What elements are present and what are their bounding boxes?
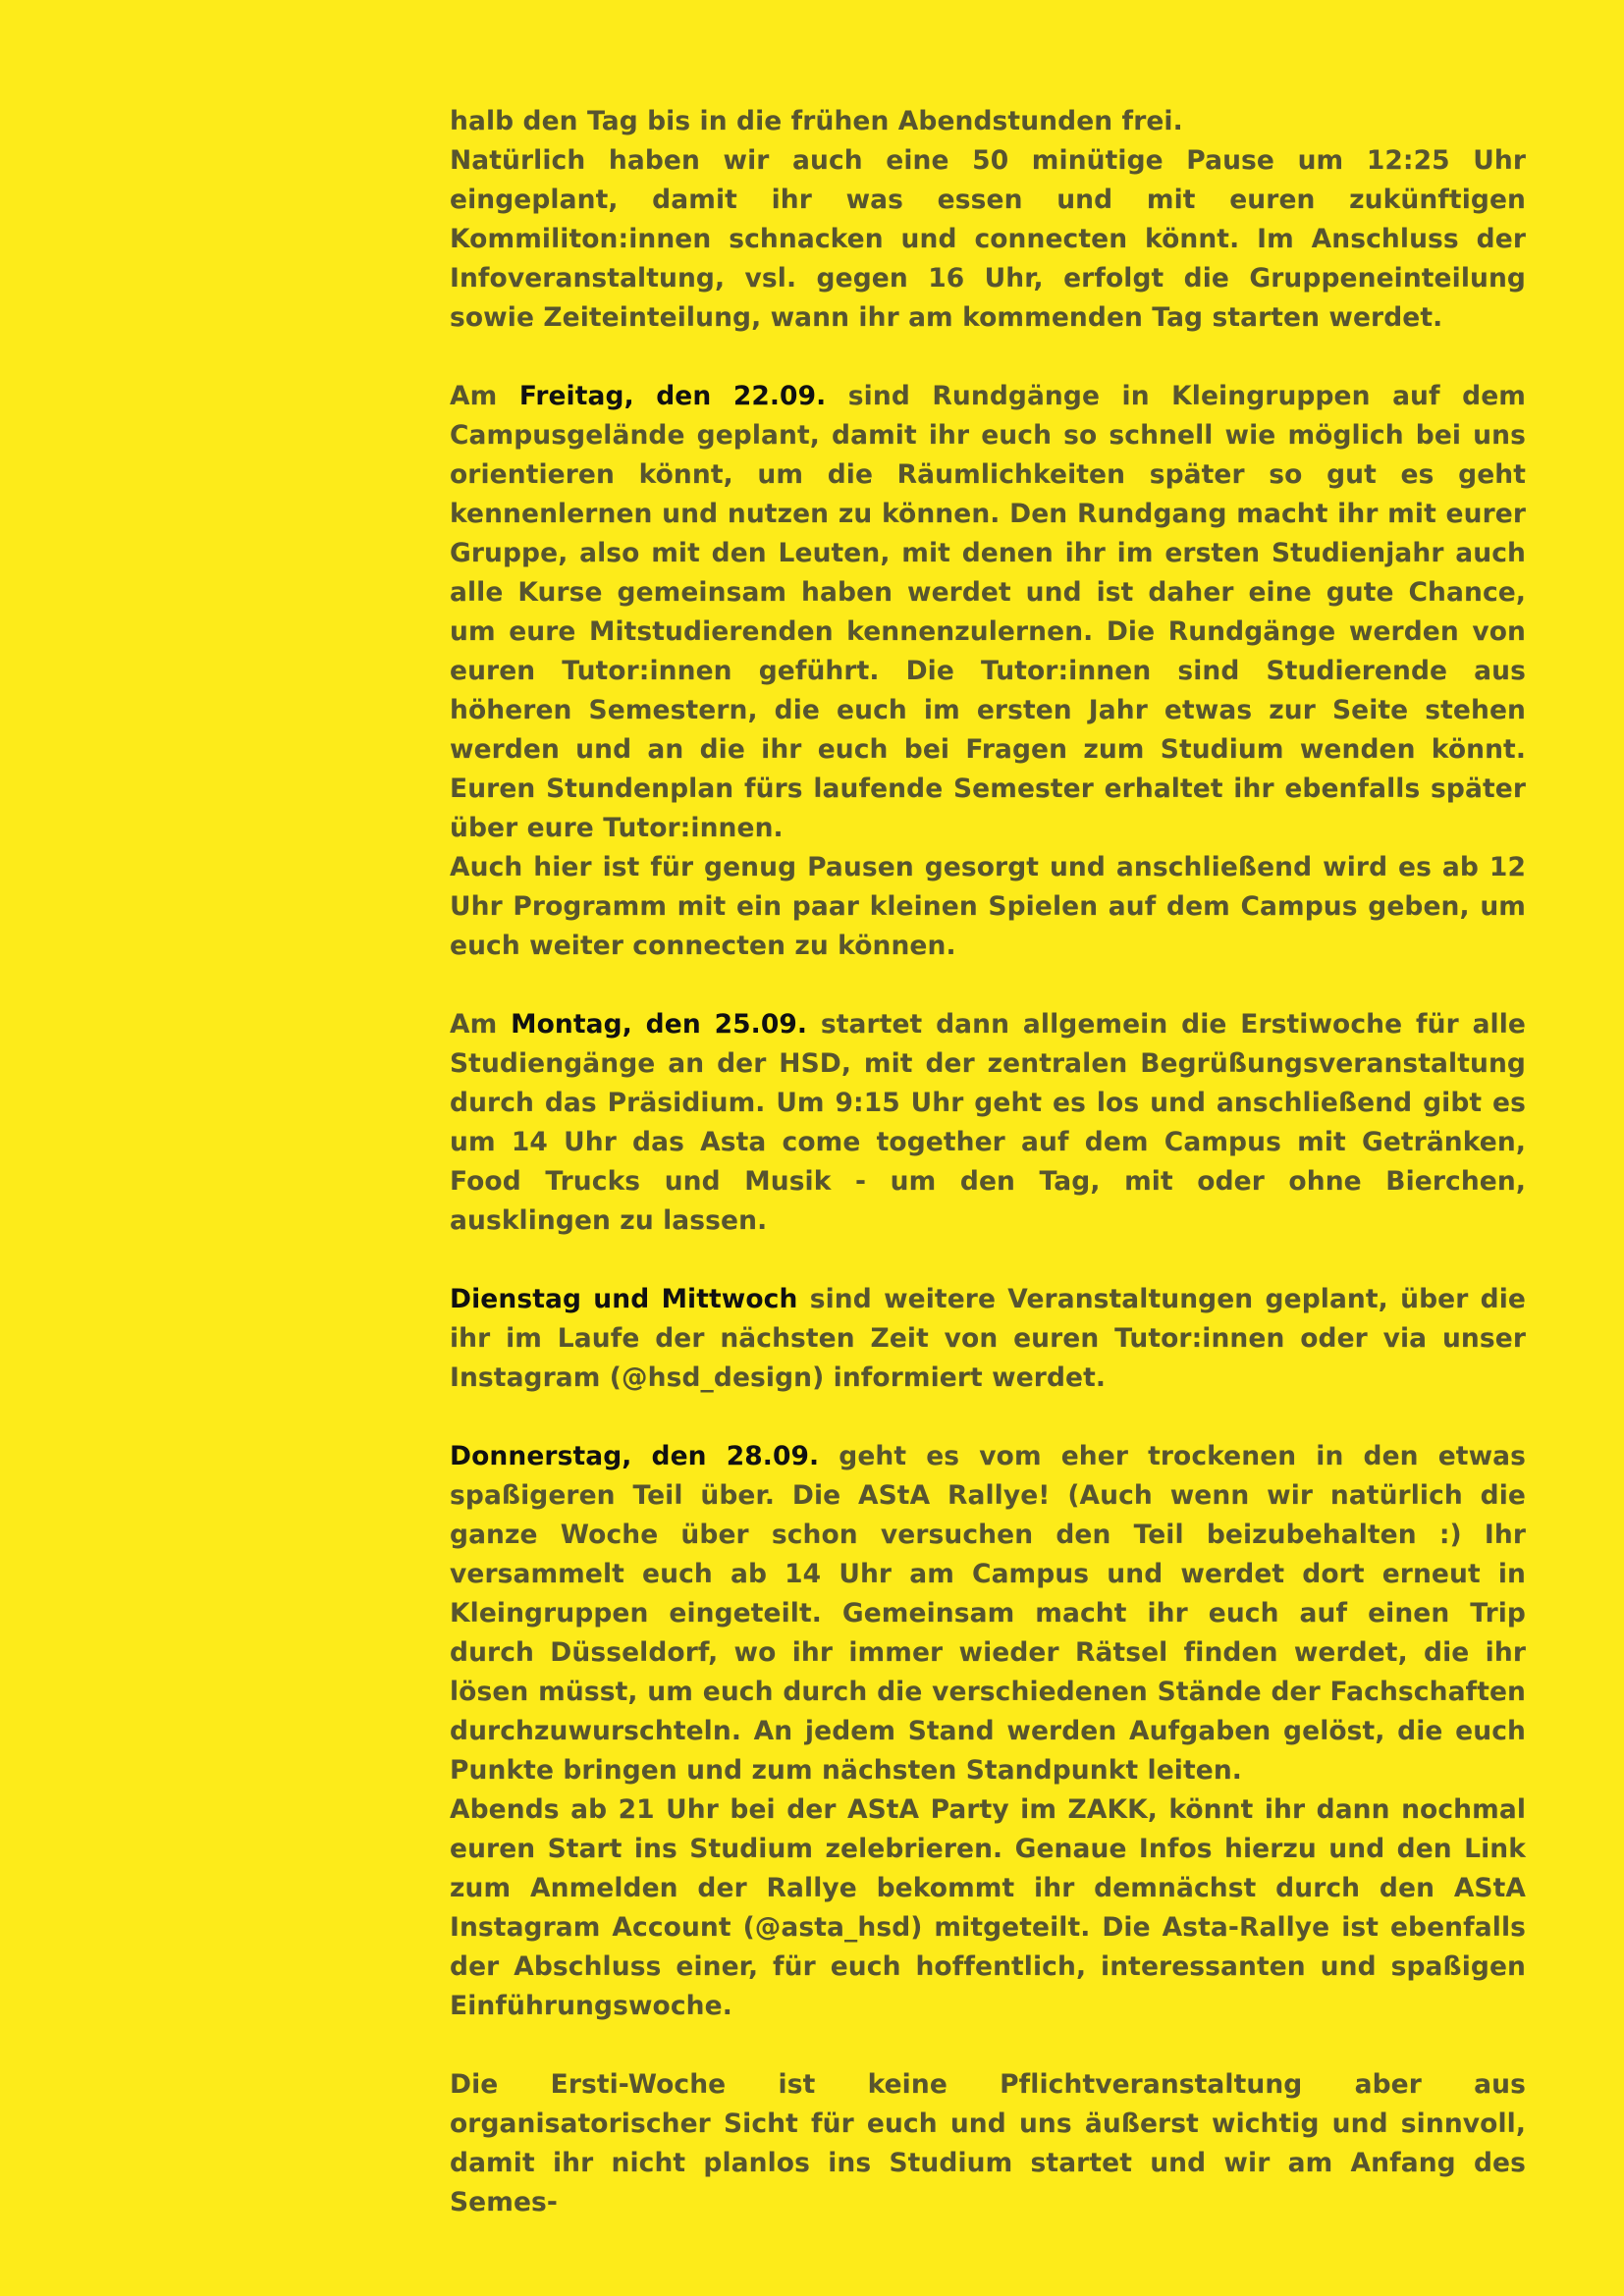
text-run: startet dann allgemein die Erstiwoche für alle Studiengänge an der HSD, mit der zentralen Begrüßungsveranstaltung durch das Präsidium. Um 9:15 Uhr geht es los und anschließend gibt es um 14 Uhr das Asta come together auf dem Campus mit Getränken, Food Trucks und Musik - um den Tag, mit oder ohne Bierchen, ausklingen zu lassen. <box>450 1009 1526 1236</box>
paragraph-spacer <box>450 1241 1526 1280</box>
text-run: Am <box>450 1009 512 1040</box>
body-paragraph <box>450 377 1526 848</box>
text-run: Abends ab 21 Uhr bei der AStA Party im ZAKK, könnt ihr dann nochmal euren Start ins Studium zelebrieren. Genaue Infos hierzu und den Link zum Anmelden der Rallye bekommt ihr demnächst durch den AStA Instagram Account (@asta_hsd) mitgeteilt. Die Asta-Rallye ist ebenfalls der Abschluss einer, für euch hoffentlich, interessanten und spaßigen Einführungswoche. <box>450 1794 1526 2021</box>
body-paragraph <box>450 2065 1526 2222</box>
date-highlight: Freitag, den 22.09. <box>518 381 827 411</box>
paragraph-spacer <box>450 966 1526 1005</box>
body-paragraph <box>450 848 1526 966</box>
date-highlight: Donnerstag, den 28.09. <box>450 1441 820 1471</box>
body-paragraph <box>450 102 1526 141</box>
body-paragraph <box>450 1005 1526 1241</box>
paragraph-spacer <box>450 2026 1526 2065</box>
text-run: Auch hier ist für genug Pausen gesorgt und anschließend wird es ab 12 Uhr Programm mit ein paar kleinen Spielen auf dem Campus geben, um euch weiter connecten zu können. <box>450 852 1526 961</box>
date-highlight: Montag, den 25.09. <box>511 1009 808 1040</box>
date-highlight: Dienstag und Mittwoch <box>450 1284 798 1314</box>
body-paragraph <box>450 141 1526 338</box>
body-paragraph <box>450 1437 1526 1790</box>
paragraph-spacer <box>450 1398 1526 1437</box>
text-run: Am <box>450 381 519 411</box>
text-run: geht es vom eher trockenen in den etwas spaßigeren Teil über. Die AStA Rallye! (Auch wenn wir natürlich die ganze Woche über schon versuchen den Teil beizubehalten :) Ihr versammelt euch ab 14 Uhr am Campus und werdet dort erneut in Kleingruppen eingeteilt. Gemeinsam macht ihr euch auf einen Trip durch Düsseldorf, wo ihr immer wieder Rätsel finden werdet, die ihr lösen müsst, um euch durch die verschiedenen Stände der Fachschaften durchzuwurschteln. An jedem Stand werden Aufgaben gelöst, die euch Punkte bringen und zum nächsten Standpunkt leiten. <box>450 1441 1527 1786</box>
text-run: Natürlich haben wir auch eine 50 minütige Pause um 12:25 Uhr eingeplant, damit ihr was essen und mit euren zukünftigen Kommiliton:innen schnacken und connecten könnt. Im Anschluss der Infoveranstaltung, vsl. gegen 16 Uhr, erfolgt die Gruppeneinteilung sowie Zeiteinteilung, wann ihr am kommenden Tag starten werdet. <box>450 145 1526 333</box>
text-run: sind weitere Veranstaltungen geplant, über die ihr im Laufe der nächsten Zeit von euren Tutor:innen oder via unser Instagram (@hsd_design) informiert werdet. <box>450 1284 1527 1393</box>
text-run: sind Rundgänge in Kleingruppen auf dem Campusgelände geplant, damit ihr euch so schnell wie möglich bei uns orientieren könnt, um die Räumlichkeiten später so gut es geht kennenlernen und nutzen zu können. Den Rundgang macht ihr mit eurer Gruppe, also mit den Leuten, mit denen ihr im ersten Studienjahr auch alle Kurse gemeinsam haben werdet und ist daher eine gute Chance, um eure Mitstudierenden kennenzulernen. Die Rundgänge werden von euren Tutor:innen geführt. Die Tutor:innen sind Studierende aus höheren Semestern, die euch im ersten Jahr etwas zur Seite stehen werden und an die ihr euch bei Fragen zum Studium wenden könnt. Euren Stundenplan fürs laufende Semester erhaltet ihr ebenfalls später über eure Tutor:innen. <box>450 381 1526 843</box>
document-page <box>450 102 1526 2222</box>
text-run: halb den Tag bis in die frühen Abendstunden frei. <box>450 106 1183 136</box>
paragraph-spacer <box>450 338 1526 377</box>
body-paragraph <box>450 1790 1526 2026</box>
text-run: Die Ersti-Woche ist keine Pflichtveranstaltung aber aus organisatorischer Sicht für euch und uns äußerst wichtig und sinnvoll, damit ihr nicht planlos ins Studium startet und wir am Anfang des Semes- <box>450 2069 1526 2217</box>
body-paragraph <box>450 1280 1526 1398</box>
